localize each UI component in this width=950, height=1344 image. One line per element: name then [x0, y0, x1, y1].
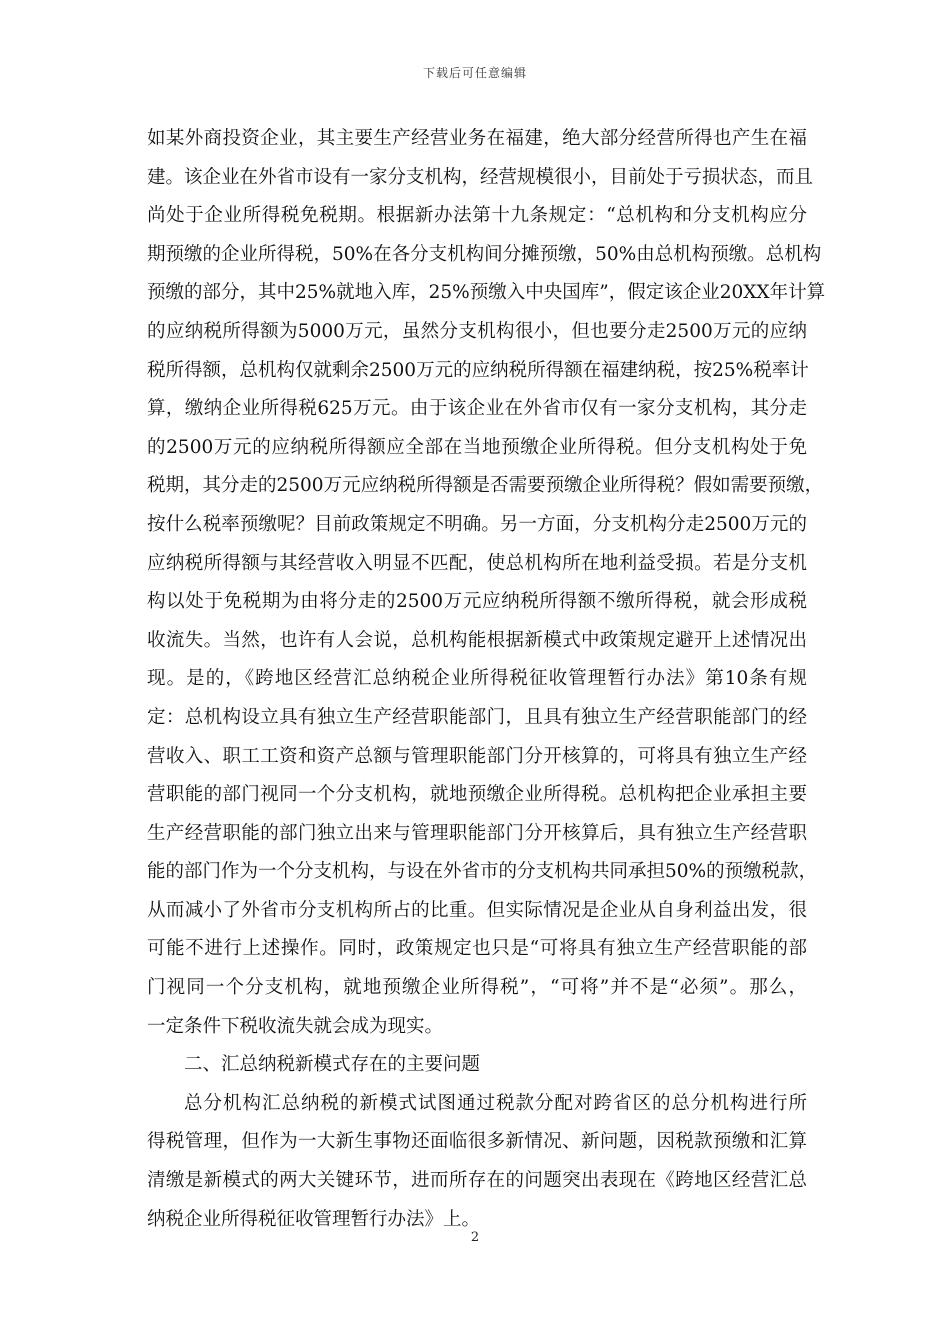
text-line: 算，缴纳企业所得税625万元。由于该企业在外省市仅有一家分支机构，其分走 [147, 398, 807, 420]
text-line: 纳税企业所得税征收管理暂行办法》上。 [147, 1208, 481, 1230]
text-line: 税所得额，总机构仅就剩余2500万元的应纳税所得额在福建纳税，按25%税率计 [147, 359, 809, 381]
text-line: 能的部门作为一个分支机构，与设在外省市的分支机构共同承担50%的预缴税款， [147, 861, 818, 883]
text-line: 的2500万元的应纳税所得额应全部在当地预缴企业所得税。但分支机构处于免 [147, 436, 807, 458]
text-line: 税期，其分走的2500万元应纳税所得额是否需要预缴企业所得税？假如需要预缴， [147, 475, 824, 497]
paragraph-1 [147, 120, 826, 1046]
text-line: 尚处于企业所得税免税期。根据新办法第十九条规定：“总机构和分支机构应分 [147, 205, 807, 227]
text-line: 如某外商投资企业，其主要生产经营业务在福建，绝大部分经营所得也产生在福 [147, 128, 807, 149]
text-line: 预缴的部分，其中25%就地入库，25%预缴入中央国库”，假定该企业20XX年计算 [147, 282, 826, 304]
text-line: 门视同一个分支机构，就地预缴企业所得税”，“可将”并不是“必须”。那么， [147, 977, 807, 999]
paragraph-2 [147, 1085, 807, 1239]
page-number: 2 [470, 1230, 480, 1245]
document-body [147, 120, 826, 1239]
text-line: 收流失。当然，也许有人会说，总机构能根据新模式中政策规定避开上述情况出 [147, 629, 807, 651]
page-header: 下载后可任意编辑 [422, 66, 527, 80]
text-line: 一定条件下税收流失就会成为现实。 [147, 1015, 444, 1037]
text-line: 清缴是新模式的两大关键环节，进而所存在的问题突出表现在《跨地区经营汇总 [147, 1170, 807, 1192]
text-line: 可能不进行上述操作。同时，政策规定也只是“可将具有独立生产经营职能的部 [147, 938, 807, 960]
text-line: 的应纳税所得额为5000万元，虽然分支机构很小，但也要分走2500万元的应纳 [147, 320, 807, 342]
text-line: 从而减小了外省市分支机构所占的比重。但实际情况是企业从自身利益出发，很 [147, 899, 807, 921]
text-line: 营职能的部门视同一个分支机构，就地预缴企业所得税。总机构把企业承担主要 [147, 784, 807, 806]
text-line: 应纳税所得额与其经营收入明显不匹配，使总机构所在地利益受损。若是分支机 [147, 552, 807, 574]
text-line: 按什么税率预缴呢？目前政策规定不明确。另一方面，分支机构分走2500万元的 [147, 513, 807, 535]
text-line: 现。是的，《跨地区经营汇总纳税企业所得税征收管理暂行办法》第10条有规 [147, 668, 807, 690]
text-line: 定：总机构设立具有独立生产经营职能部门，且具有独立生产经营职能部门的经 [147, 706, 807, 728]
text-line: 得税管理，但作为一大新生事物还面临很多新情况、新问题，因税款预缴和汇算 [147, 1131, 807, 1153]
text-line: 生产经营职能的部门独立出来与管理职能部门分开核算后，具有独立生产经营职 [147, 822, 807, 844]
text-line: 建。该企业在外省市设有一家分支机构，经营规模很小，目前处于亏损状态，而且 [147, 166, 814, 188]
text-line: 期预缴的企业所得税，50%在各分支机构间分摊预缴，50%由总机构预缴。总机构 [147, 243, 822, 265]
text-line: 总分机构汇总纳税的新模式试图通过税款分配对跨省区的总分机构进行所 [184, 1092, 807, 1114]
text-line: 构以处于免税期为由将分走的2500万元应纳税所得额不缴所得税，就会形成税 [147, 591, 807, 613]
text-line: 营收入、职工工资和资产总额与管理职能部门分开核算的，可将具有独立生产经 [147, 745, 807, 767]
section-heading: 二、汇总纳税新模式存在的主要问题 [184, 1054, 481, 1076]
